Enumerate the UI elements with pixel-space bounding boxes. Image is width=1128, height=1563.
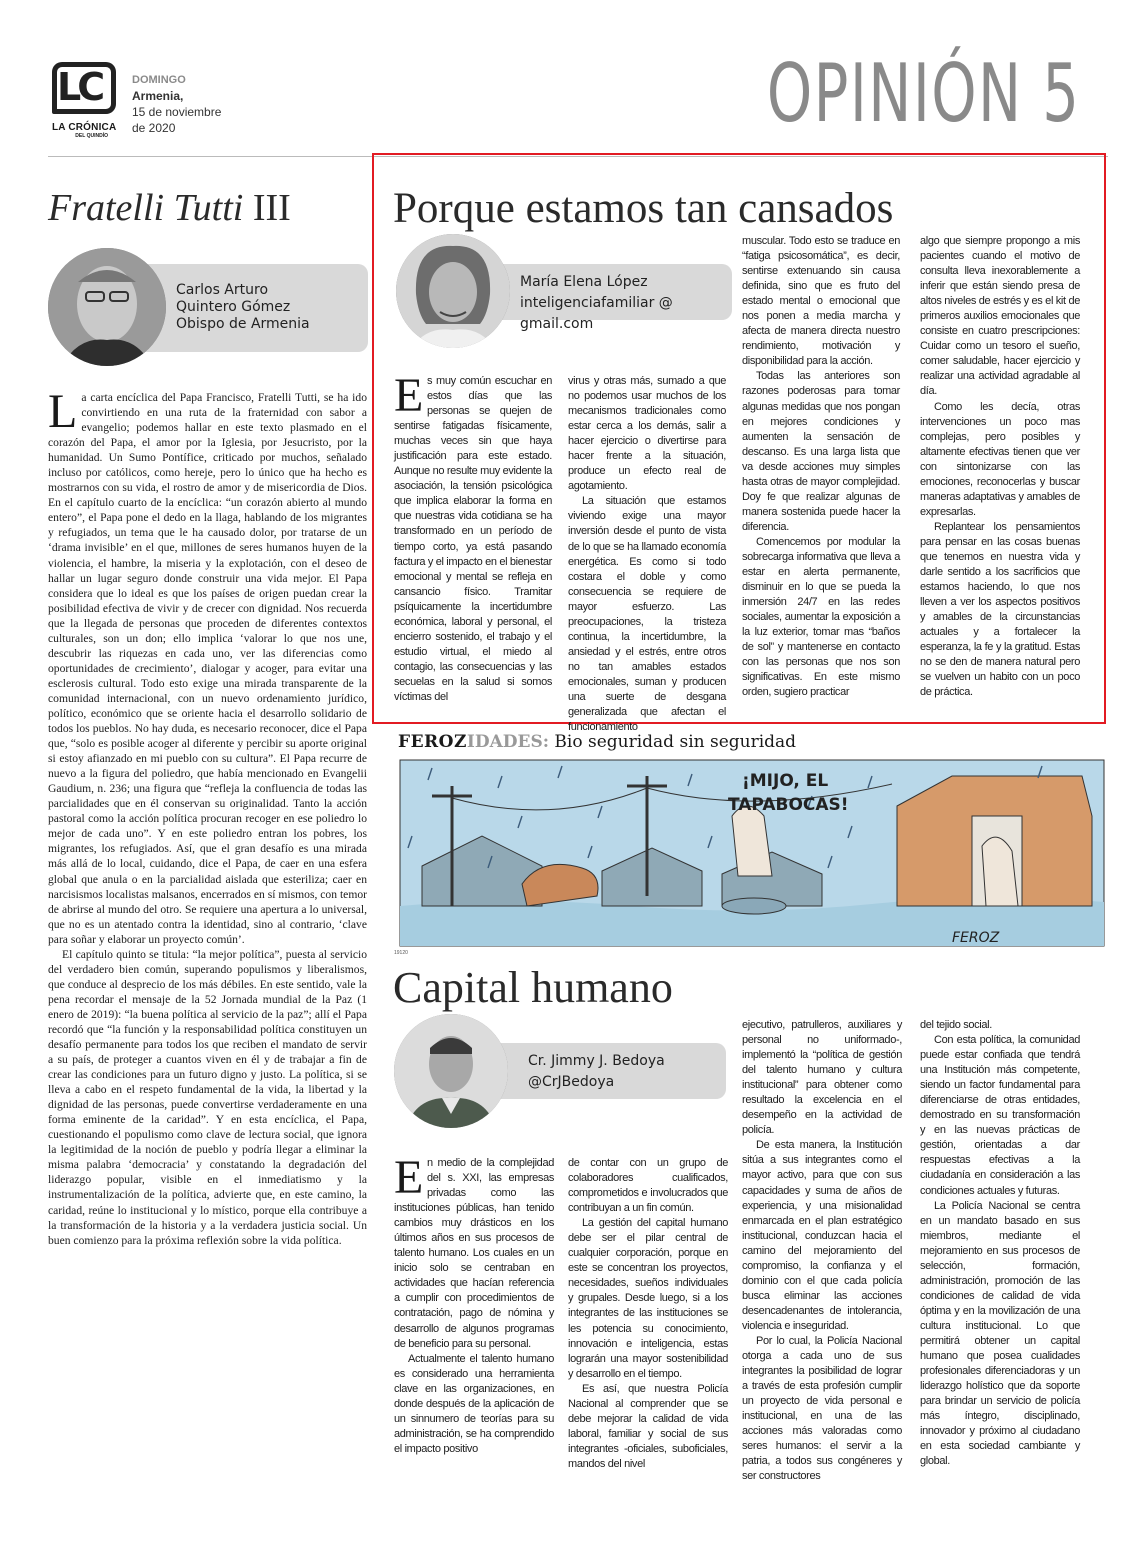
article2-col1-text: s muy común escuchar en estos días que las personas se quejen de sentirse fatigadas físicamente, muchas veces sin que haya justificación para este estado. Aunque no resulte muy evidente la asociación, la tensión psicológica que implica elaborar la forma en que nuestras vida cotidiana se ha transformado en un período de tiempo corto, ya está pasando factura y el impacto en el bienestar emocional y mental se refleja en cansancio físico. Tramitar psíquicamente la incertidumbre económica, laboral y personal, el encierro sostenido, el trabajo y el estudio virtual, el miedo al contagio, las consecuencias y las secuelas en la salud si somos víctimas del [394, 375, 552, 703]
logo-letters: LC [57, 65, 102, 109]
cartoon-caption: Bio seguridad sin seguridad [554, 732, 797, 752]
article1-author-line2: Quintero Gómez [176, 299, 291, 315]
article3-col1-p1: n medio de la complejidad del s. XXI, las empresas privadas como las instituciones públicas, han tenido cambios muy drásticos en los últimos años en sus procesos de talento humano. Los cuales en un inicio solo se centraban en actividades que hacían referencia a cumplir con procedimientos de contratación, pago de nómina y desarrollo de algunos programas de beneficio para su personal. [394, 1157, 554, 1350]
article2-col2-p1: virus y otras más, sumado a que no podemos usar muchos de los mecanismos tradicionales como estar cerca a los demás, salir a hacer ejercicio o divertirse para hacer frente a la situación, produce un efecto real de agotamiento. [568, 375, 726, 493]
article2-dropcap: E [394, 369, 423, 422]
article3-author-name: Cr. Jimmy J. Bedoya [528, 1053, 665, 1069]
article3-col4-p2: Con esta política, la comunidad puede estar confiada que tendrá una Institución más competente, siendo un factor fundamental para diferenciarse de otras entidades, demostrado en su transformación y en las nuevas prácticas de gestión, orientadas a dar respuestas efectivas a la ciudadanía en consideración a las condiciones actuales y futuras. [920, 1034, 1080, 1197]
logo-name: LA CRÓNICA [52, 122, 117, 133]
article3-col-3 [742, 1018, 902, 1484]
article2-author-photo [396, 234, 510, 348]
dateline [132, 72, 242, 136]
section-title: OPINIÓN 5 [766, 47, 1080, 140]
article3-col2-p3: Es así, que nuestra Policía Nacional al comprender que se debe mejorar la calidad de vida laboral, familiar y social de sus integrantes -oficiales, suboficiales, mandos del nivel [568, 1382, 728, 1470]
article1-title: Fratelli Tutti III [48, 187, 291, 229]
article2-col-3 [742, 234, 900, 700]
article2-col-4 [920, 234, 1080, 700]
article3-col2-p1: de contar con un grupo de colaboradores cualificados, comprometidos e involucrados que contribuyan a un fin común. [568, 1157, 728, 1215]
article1-author-photo [48, 248, 166, 366]
article3-col3-p3: Por lo cual, la Policía Nacional otorga a cada uno de sus integrantes la posibilidad de lograr a través de esta profesión cumplir un proyecto de vida personal e institucional, en una de las acciones más valoradas como seres humanos: el servir a la patria, a todos sus congéneres y ser constructores [742, 1334, 902, 1483]
article3-col-1 [394, 1151, 554, 1457]
article3-author-photo [394, 1014, 508, 1128]
article3-col1-p2: Actualmente el talento humano es considerado una herramienta clave en las organizaciones, en donde después de la aplicación de un sinnumero de teorías para su administración, se ha comprendido el impacto positivo [394, 1352, 554, 1455]
cartoon-speech-1: ¡MIJO, EL [742, 771, 829, 791]
newspaper-logo [52, 62, 122, 139]
cartoon-brand-dark: FEROZ [398, 732, 467, 752]
article2-col-1 [394, 369, 552, 705]
logo-mark [52, 62, 116, 124]
cartoon-brand-light: IDADES: [466, 732, 550, 752]
article3-col2-p2: La gestión del capital humano debe ser el pilar central de cualquier corporación, porque en este se concentran los proyectos, necesidades, sueños individuales y grupales. Desde luego, si a los integrantes de las instituciones se les potencia su conocimiento, innovación e inteligencia, estas lograrán una mayor sostenibilidad y desarrollo en el tiempo. [568, 1217, 728, 1380]
article3-col-4 [920, 1018, 1080, 1469]
article2-col3-p1: muscular. Todo esto se traduce en “fatiga psicosomática”, es decir, sentirse extenuando sin causa definida, sino que es fruto del estado mental o emocional que nos ponen a media marcha y afecta de manera directa nuestro rendimiento, motivación y disponibilidad para la acción. [742, 235, 900, 368]
logo-sub: DEL QUINDÍO [75, 133, 108, 139]
article1-dropcap: L [48, 385, 78, 438]
article2-col4-p2: Como les decía, otras intervenciones un poco mas complejas, pero posibles y altamente efectivas tienen que ver con sintonizarse con las emociones, reconocerlas y buscar maneras adaptativas y amables de expresarlas. [920, 400, 1080, 518]
dateline-city: Armenia, [132, 89, 184, 103]
cartoon-code: 19120 [394, 950, 408, 956]
cartoon-illustration [392, 756, 1106, 950]
article3-author-box [478, 1043, 726, 1099]
article3-title: Capital humano [393, 963, 673, 1012]
article3-col3-p1: ejecutivo, patrulleros, auxiliares y personal no uniformado-, implementó la “política de gestión del talento humano y cultura institucional” para obtener como resultado la excelencia en el desempeño en la actividad de policía. [742, 1019, 902, 1137]
article3-col4-p1: del tejido social. [920, 1019, 992, 1031]
article2-col4-p1: algo que siempre propongo a mis pacientes cuando el motivo de consulta lleva inexorablemente a inferir que están siendo presa de altos niveles de estrés y es el kit de primeros auxilios emocionales que consiste en cuatro prescripciones: Cuidar como un tesoro el sueño, comer saludable, hacer ejercicio y realizar una actividad agradable al día. [920, 235, 1080, 398]
article3-col3-p2: De esta manera, la Institución sitúa a sus integrantes como el mayor activo, para que con sus capacidades y suma de años de experiencia, y una misionalidad enmarcada en el plan estratégico institucional, conduzcan hacia el camino del mejoramiento del compromiso, la confianza y el dominio con el que cada policía busca eliminar las acciones desencadenantes de intolerancia, violencia e inseguridad. [742, 1139, 902, 1332]
article2-col3-p2: Todas las anteriores son razones poderosas para tomar algunas medidas que nos pongan en mejores condiciones y aumenten la sensación de descanso. Es una larga lista que va desde acciones muy simples hasta otras de mayor complejidad. Doy fe que realizar algunas de manera sostenida puede hacer la diferencia. [742, 370, 900, 533]
article3-dropcap: E [394, 1151, 423, 1204]
article1-paragraph-1: a carta encíclica del Papa Francisco, Fratelli Tutti, se ha ido convirtiendo en una ruta de la fraternidad con sabor a evangelio; podemos hallar en este texto plasmado en el corazón del Papa, el amor por la Iglesia, por Jesucristo, por la humanidad. Un Sumo Pontífice, criticado por muchos, señalado incluso por católicos, como hereje, pero lo único que ha hecho es mostrarnos con su vida, el rostro de amor y de misericordia de Dios. En el capítulo cuarto de la encíclica: “un corazón abierto al mundo entero”, el Papa pone el dedo en la llaga, hablando de los migrantes y refugiados, un tema que le ha causado dolor, por tratarse de un ‘drama invisible’ en el que, millones de seres humanos huyen de la violencia, el hambre, la miseria y la explotación, con el deseo de hallar un lugar seguro donde construir una vida mejor. El Papa considera que lo ideal es que los países de origen puedan crear la posibilidad efectiva de vivir y de crecer con dignidad. Nos recuerda que la llegada de personas que proceden de diferentes contextos culturales, son un don; ello implica ‘valorar lo que nos une, descubrir las riquezas en cada uno, ver las diferencias como oportunidades de crecimiento’, dialogar y acoger, para evitar una esclerosis cultural. Todo esto exige una mirada transparente de la comunidad internacional, con un nuevo ordenamiento jurídico, político, económico que se oriente hacia el desarrollo solidario de todos los pueblos. No hay duda, es necesario reconocer, dice el Papa que, “solo es posible acoger al diferente y percibir su aporte original si estoy afianzado en mi pueblo con su cultura”. El Papa recurre de nuevo a la figura del poliedro, que había mencionado en Evangelii Gaudium, n. 236; una figura que “refleja la confluencia de todas las parcialidades que en él conservan su originalidad. Tanto la acción pastoral como la acción política procuran recoger en ese poliedro lo mejor de cada uno”. Y en este poliedro entran los pobres, los migrantes, los refugiados. Así, que el gran desafío es una mirada más allá de lo local, cuidando, dice el Papa, de caer en una esfera global que anula o en la parcialidad aislada que esteriliza; caer en narcisismos localistas malsanos, encerrados en sí mismos, con temor de abrirse al mundo del otro. Se requiere una apertura a lo universal, que no es un atentado contra la identidad, sino al contrario, ‘clave para soñar y elaborar un proyecto común’. [48, 391, 367, 946]
article1-paragraph-2: El capítulo quinto se titula: “la mejor política”, puesta al servicio del verdadero bien común, superando populismos y liberalismos, que conduce al desprecio de los más débiles. En este sentido, vale la pena recordar el mensaje de la 52 Jornada mundial de la Paz (1 enero de 2019): “la buena política al servicio de la paz”; allí el Papa recordó que “la función y la responsabilidad política constituyen un desafío permanente para todos los que reciben el mandato de servir a su país, de proteger a cuantos viven en él y de trabajar a fin de crear las condiciones para un futuro digno y justo. La política, si se lleva a cabo en el respeto fundamental de la vida, la libertad y la dignidad de las personas, puede convertirse verdaderamente en una forma eminente de la caridad”. Y en esta encíclica, el Papa, cuestionando el populismo como clave de lectura social, que ignora la legitimidad de la noción de pueblo y podría llegar a eliminar la misma palabra ‘democracia’ y constatando la degradación del liderazgo popular, visible en el inmediatismo y la instrumentalización de la política, advierte que, en este camino, la caridad, reúne lo institucional y lo místico, porque ella contribuye a la transformación de la historia y a la verdadera justicia social. Un buen comienzo para la próxima reflexión sobre la vida política. [48, 947, 367, 1247]
article3-col-2 [568, 1156, 728, 1472]
dateline-date-1: 15 de noviembre [132, 105, 222, 119]
article2-col4-p3: Replantear los pensamientos para pensar en las cosas buenas que tenemos en nuestra vida y darle sentido a los sacrificios que estamos haciendo, lo que nos lleven a ver los aspectos positivos y amables de la circunstancias actuales y a fortalecer la esperanza, la fe y la gratitud. Estas no se den de manera natural pero se vuelven un habito con un poco de práctica. [920, 520, 1080, 699]
article1-author-line1: Carlos Arturo [176, 282, 269, 298]
article3-author-handle: @CrJBedoya [528, 1074, 615, 1090]
article2-author-email: inteligenciafamiliar @ gmail.com [520, 295, 673, 332]
cartoon-speech-2: TAPABOCAS! [728, 795, 849, 815]
article2-author-name: María Elena López [520, 274, 648, 290]
dateline-day: DOMINGO [132, 74, 186, 86]
article2-title: Porque estamos tan cansados [393, 185, 894, 232]
dateline-date-2: de 2020 [132, 121, 176, 135]
article3-col4-p3: La Policía Nacional se centra en un mandato basado en sus miembros, mediante el mejoramiento en sus procesos de selección, formación, administración, promoción de las condiciones de calidad de vida óptima y en la movilización de una cultura institucional. Lo que permitirá obtener un capital humano que posea cualidades profesionales diferenciadoras y un liderazgo holístico que da soporte para brindar un servicio de policía más íntegro, disciplinado, innovador y próximo al ciudadano en esta sociedad cambiante y global. [920, 1199, 1080, 1468]
article2-col-2 [568, 374, 726, 735]
article2-col3-p3: Comencemos por modular la sobrecarga informativa que lleva a estar en alerta permanente, disminuir en lo que se pueda la inmersión 24/7 en las redes sociales, aumentar la exposición a la luz exterior, tomar mas “baños de sol” y mantenerse en contacto con las personas que nos son significativas. En este mismo orden, sugiero practicar [742, 535, 900, 699]
article1-author-line3: Obispo de Armenia [176, 316, 310, 332]
cartoon-title [398, 732, 796, 752]
article2-col2-p2: La situación que estamos viviendo exige una mayor inversión desde el punto de vista de lo que se ha llamado economía energética. Es como si todo costara el doble y como consecuencia se requiere de mayor esfuerzo. Las preocupaciones, la tristeza continua, la incertidumbre, la ansiedad y el estrés, entre otros no tan amables estados emocionales, suman y producen una suerte de desgana generalizada que afectan el funcionamiento [568, 495, 726, 734]
article1-body [48, 385, 367, 1248]
cartoon-signature: FEROZ [952, 930, 1000, 946]
